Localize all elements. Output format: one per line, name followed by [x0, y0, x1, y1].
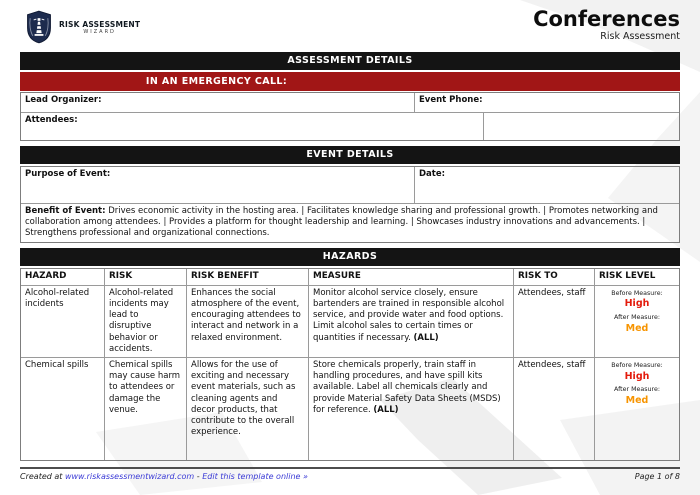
attendees-extra-cell — [483, 113, 679, 140]
date-label: Date: — [419, 169, 446, 179]
title-block — [533, 7, 680, 42]
footer-created-prefix: Created at — [20, 472, 65, 481]
lead-organizer-label: Lead Organizer: — [25, 95, 102, 105]
risk-level-cell — [594, 286, 679, 357]
date-cell — [414, 167, 679, 203]
measure-text: Monitor alcohol service closely, ensure bartenders are trained in responsible alcohol service, and provide water and food options. Limit alcohol sales to certain times or quantities if necessary. — [313, 287, 505, 343]
benefit-label: Benefit of Event: — [25, 206, 106, 216]
footer-separator: - — [194, 472, 203, 481]
event-details-header: EVENT DETAILS — [20, 146, 680, 164]
hazards-section — [20, 248, 680, 461]
risk-to-cell: Attendees, staff — [513, 358, 594, 460]
page-subtitle: Risk Assessment — [600, 31, 680, 43]
emergency-call-label: IN AN EMERGENCY CALL: — [145, 76, 288, 87]
before-measure-value: High — [624, 298, 650, 310]
assessment-details-header: ASSESSMENT DETAILS — [20, 52, 680, 70]
measure-all-tag: (ALL) — [373, 404, 399, 415]
emergency-call-value — [413, 72, 680, 91]
hazard-row-alcohol — [21, 285, 679, 357]
hazards-header: HAZARDS — [20, 248, 680, 266]
hazard-row-chemical — [21, 357, 679, 460]
hazard-cell: Alcohol-related incidents — [25, 287, 90, 309]
col-header-hazard: HAZARD — [25, 270, 67, 281]
event-details-table — [20, 166, 680, 243]
col-header-risk-level: RISK LEVEL — [594, 269, 679, 285]
document-header — [0, 0, 700, 52]
before-measure-label: Before Measure: — [611, 361, 663, 369]
measure-text: Store chemicals properly, train staff in handling procedures, and have spill kits available. Label all chemicals clearly and provide Material Safety Data Sheets (MSDS) for reference. — [313, 359, 501, 415]
col-header-risk-to: RISK TO — [513, 269, 594, 285]
assessment-details-table — [20, 92, 680, 141]
table-row — [21, 167, 679, 203]
col-header-measure: MEASURE — [308, 269, 513, 285]
footer-credit — [20, 472, 308, 481]
lead-organizer-cell — [21, 93, 414, 112]
hazard-cell: Chemical spills — [25, 359, 89, 370]
risk-cell: Chemical spills may cause harm to attendees or damage the venue. — [104, 358, 186, 460]
emergency-call-bar — [20, 72, 680, 91]
page-indicator: Page 1 of 8 — [634, 472, 680, 481]
after-measure-label: After Measure: — [613, 386, 660, 394]
measure-cell — [308, 358, 513, 460]
table-row — [21, 112, 679, 140]
benefit-text: Drives economic activity in the hosting area. | Facilitates knowledge sharing and professional growth. | Promotes networking and collaboration among attendees. | Provides a platform for thought leadership and learning. | Showcases industry innovations and advancements. | Strengthens professional and organizational connections. — [25, 206, 658, 239]
event-details-section — [20, 146, 680, 243]
after-measure-value: Med — [625, 322, 649, 334]
table-row — [21, 93, 679, 112]
footer-edit-template-link[interactable]: Edit this template online » — [202, 472, 308, 481]
measure-all-tag: (ALL) — [413, 332, 439, 343]
event-phone-label: Event Phone: — [419, 95, 483, 105]
attendees-cell — [21, 113, 483, 140]
shield-lighthouse-icon — [24, 10, 54, 44]
assessment-details-section — [20, 52, 680, 141]
col-header-risk-benefit: RISK BENEFIT — [186, 269, 308, 285]
hazards-header-row — [21, 269, 679, 285]
col-header-risk: RISK — [104, 269, 186, 285]
risk-cell: Alcohol-related incidents may lead to disruptive behavior or accidents. — [104, 286, 186, 357]
logo-text — [59, 20, 140, 35]
logo-line1: RISK ASSESSMENT — [59, 19, 141, 29]
attendees-label: Attendees: — [25, 115, 78, 125]
risk-level-cell — [594, 358, 679, 460]
benefit-cell — [21, 204, 679, 242]
document-footer — [20, 467, 680, 481]
before-measure-value: High — [624, 370, 650, 382]
purpose-label: Purpose of Event: — [25, 169, 111, 179]
footer-website-link[interactable]: www.riskassessmentwizard.com — [64, 472, 195, 481]
event-phone-cell — [414, 93, 679, 112]
logo-line2: WIZARD — [83, 28, 116, 35]
risk-benefit-cell: Allows for the use of exciting and necessary event materials, such as cleaning agents and decor products, that contribute to the overall experience. — [186, 358, 308, 460]
after-measure-value: Med — [625, 395, 649, 407]
after-measure-label: After Measure: — [613, 314, 660, 321]
before-measure-label: Before Measure: — [611, 289, 663, 297]
page-title: Conferences — [533, 7, 680, 31]
brand-logo — [24, 10, 140, 44]
table-row — [21, 203, 679, 242]
risk-to-cell: Attendees, staff — [513, 286, 594, 357]
risk-benefit-cell: Enhances the social atmosphere of the event, encouraging attendees to interact and network in a relaxed environment. — [186, 286, 308, 357]
hazards-table — [20, 268, 680, 461]
measure-cell — [308, 286, 513, 357]
purpose-cell — [21, 167, 414, 203]
